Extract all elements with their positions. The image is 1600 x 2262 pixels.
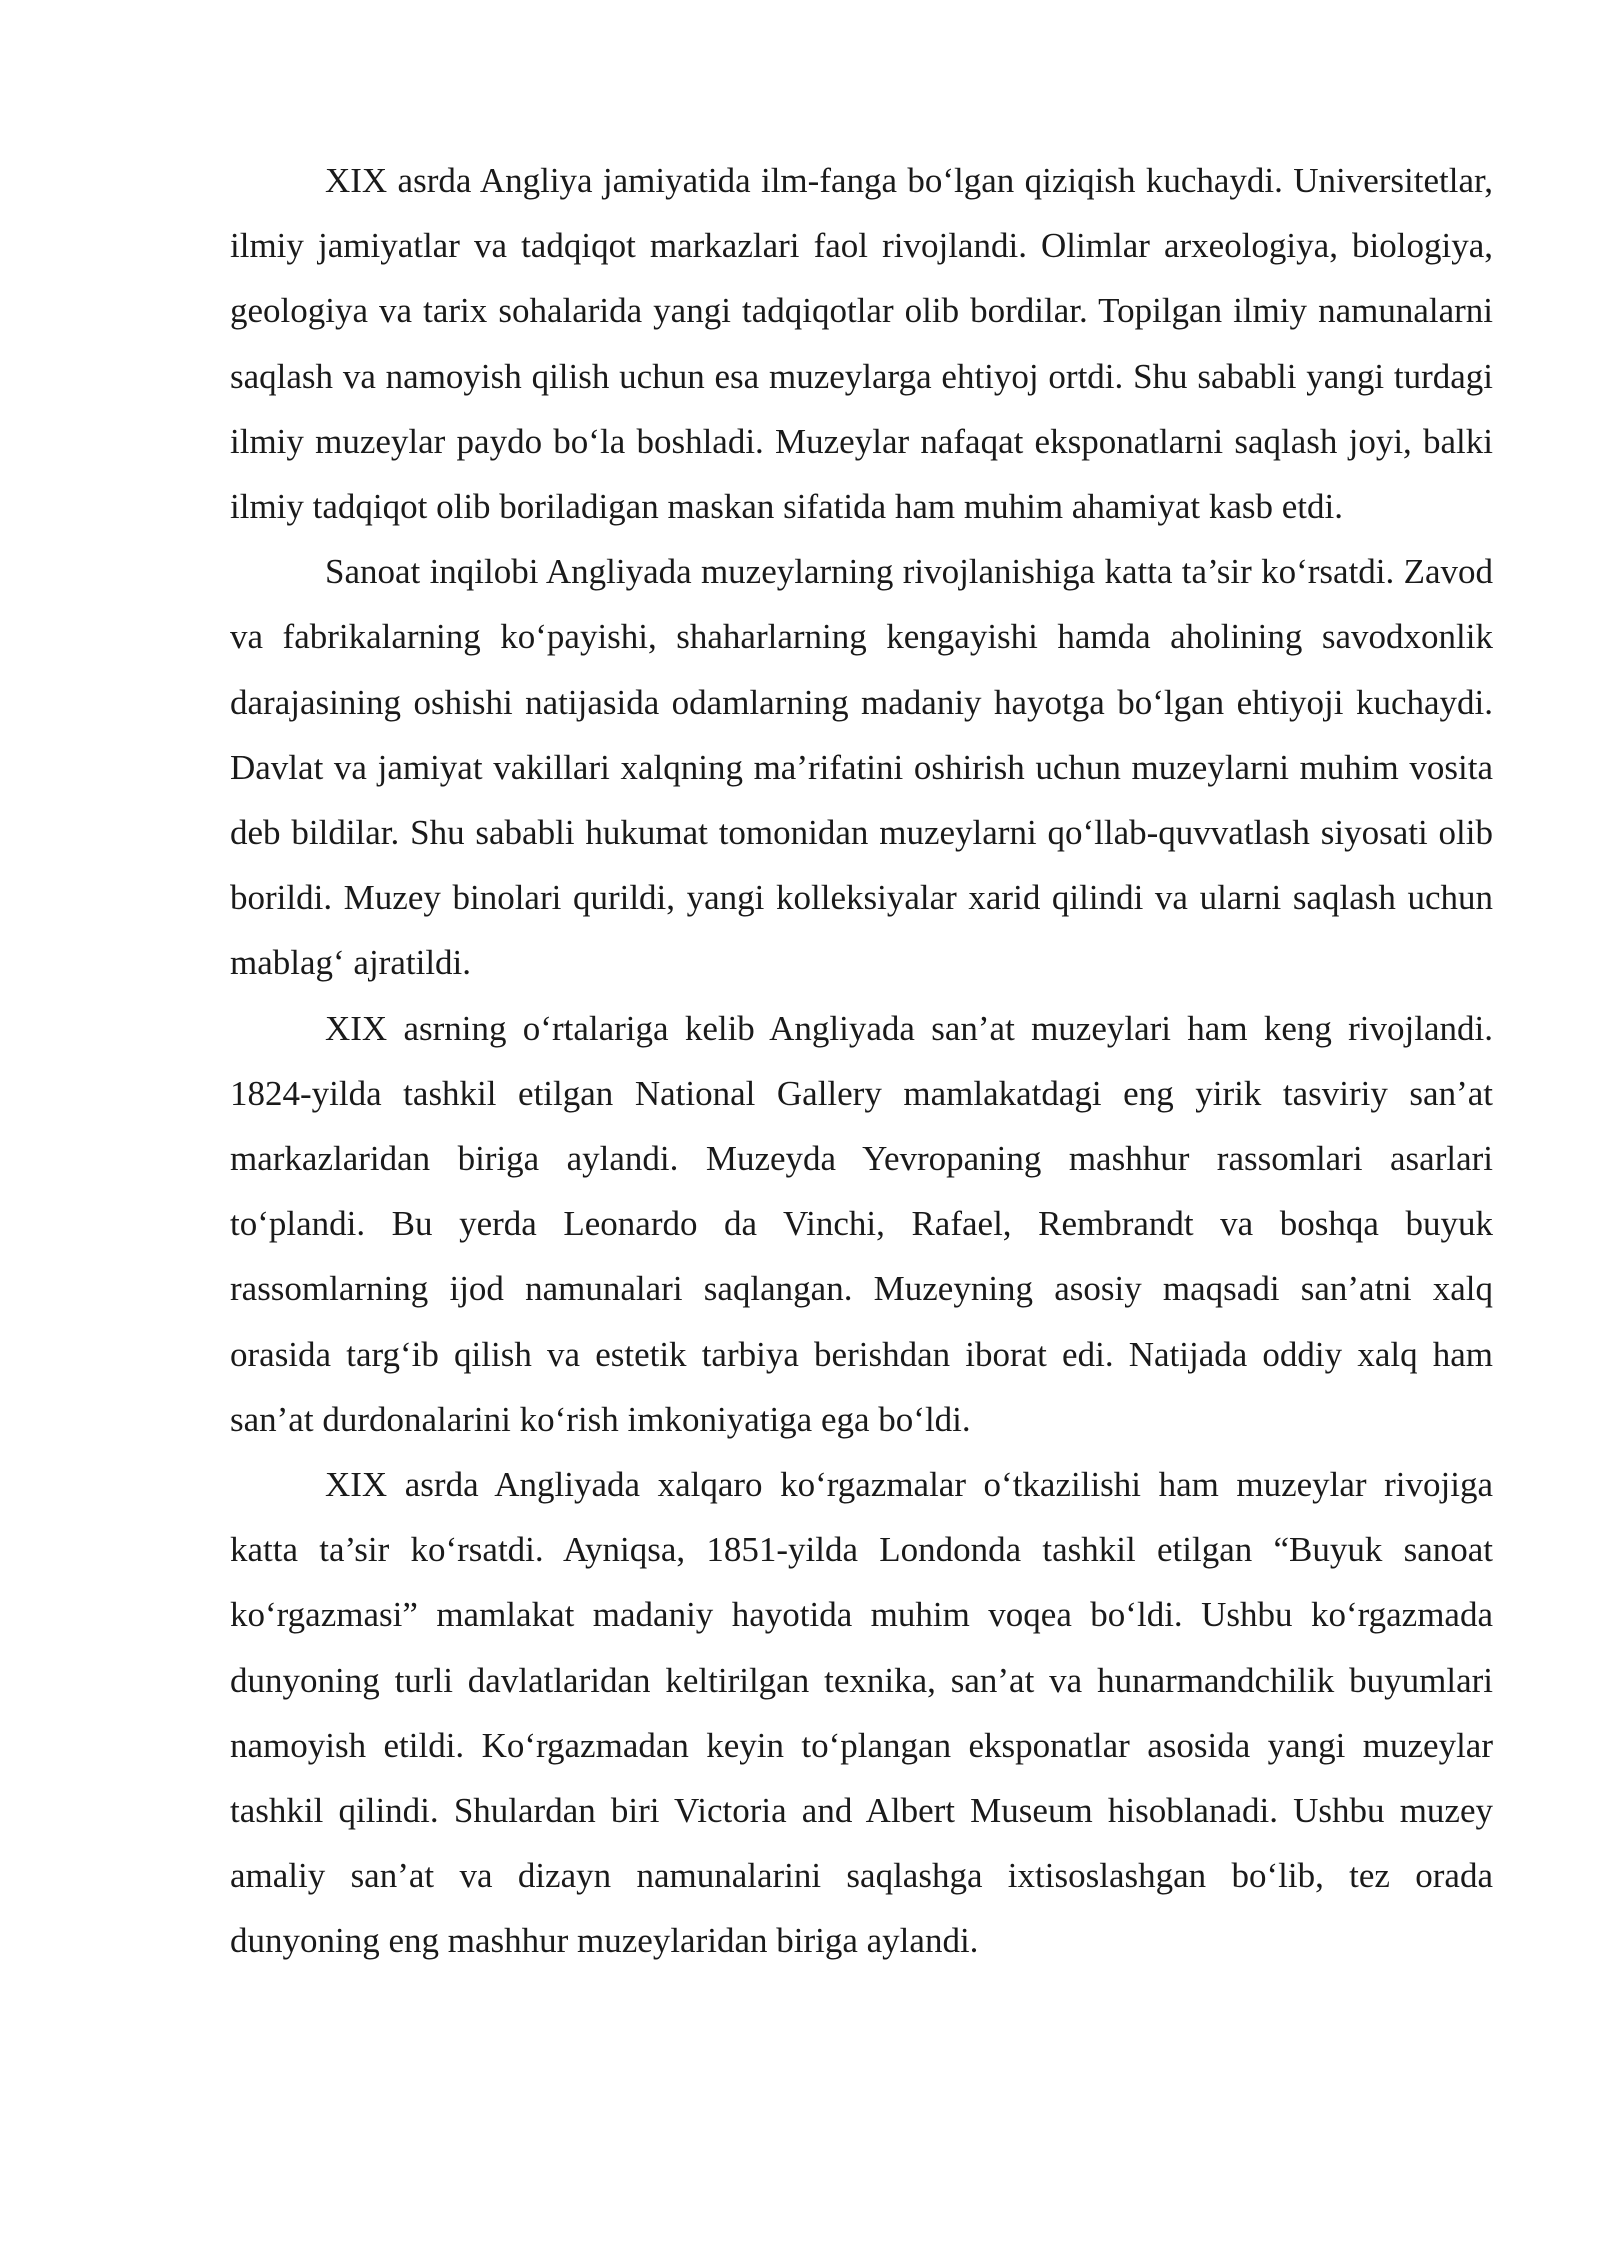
paragraph-2: Sanoat inqilobi Angliyada muzeylarning rivojlanishiga katta ta’sir ko‘rsatdi. Zavod va fabrikalarning ko‘payishi, shaharlarning kengayishi hamda aholining savodxonlik darajasining oshishi natijasida odamlarning madaniy hayotga bo‘lgan ehtiyoji kuchaydi. Davlat va jamiyat vakillari xalqning ma’rifatini oshirish uchun muzeylarni muhim vosita deb bildilar. Shu sababli hukumat tomonidan muzeylarni qo‘llab-quvvatlash siyosati olib borildi. Muzey binolari qurildi, yangi kolleksiyalar xarid qilindi va ularni saqlash uchun mablag‘ ajratildi. <box>230 552 1493 983</box>
paragraph-3: XIX asrning o‘rtalariga kelib Angliyada san’at muzeylari ham keng rivojlandi. 1824-yilda tashkil etilgan National Gallery mamlakatdagi eng yirik tasviriy san’at markazlaridan biriga aylandi. Muzeyda Yevropaning mashhur rassomlari asarlari to‘plandi. Bu yerda Leonardo da Vinchi, Rafael, Rembrandt va boshqa buyuk rassomlarning ijod namunalari saqlangan. Muzeyning asosiy maqsadi san’atni xalq orasida targ‘ib qilish va estetik tarbiya berishdan iborat edi. Natijada oddiy xalq ham san’at durdonalarini ko‘rish imkoniyatiga ega bo‘ldi. <box>230 1008 1493 1439</box>
document-page <box>230 148 1493 1974</box>
paragraph-1: XIX asrda Angliya jamiyatida ilm-fanga bo‘lgan qiziqish kuchaydi. Universitetlar, ilmiy jamiyatlar va tadqiqot markazlari faol rivojlandi. Olimlar arxeologiya, biologiya, geologiya va tarix sohalarida yangi tadqiqotlar olib bordilar. Topilgan ilmiy namunalarni saqlash va namoyish qilish uchun esa muzeylarga ehtiyoj ortdi. Shu sababli yangi turdagi ilmiy muzeylar paydo bo‘la boshladi. Muzeylar nafaqat eksponatlarni saqlash joyi, balki ilmiy tadqiqot olib boriladigan maskan sifatida ham muhim ahamiyat kasb etdi. <box>230 161 1493 527</box>
paragraph-4: XIX asrda Angliyada xalqaro ko‘rgazmalar o‘tkazilishi ham muzeylar rivojiga katta ta’sir ko‘rsatdi. Ayniqsa, 1851-yilda Londonda tashkil etilgan “Buyuk sanoat ko‘rgazmasi” mamlakat madaniy hayotida muhim voqea bo‘ldi. Ushbu ko‘rgazmada dunyoning turli davlatlaridan keltirilgan texnika, san’at va hunarmandchilik buyumlari namoyish etildi. Ko‘rgazmadan keyin to‘plangan eksponatlar asosida yangi muzeylar tashkil qilindi. Shulardan biri Victoria and Albert Museum hisoblanadi. Ushbu muzey amaliy san’at va dizayn namunalarini saqlashga ixtisoslashgan bo‘lib, tez orada dunyoning eng mashhur muzeylaridan biriga aylandi. <box>230 1465 1493 1961</box>
